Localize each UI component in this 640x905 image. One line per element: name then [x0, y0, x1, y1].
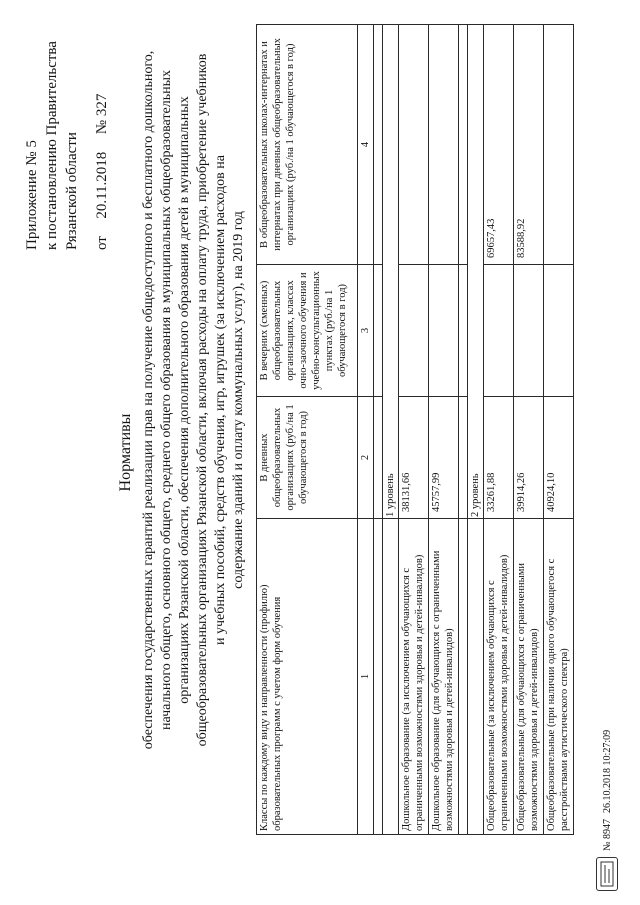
column-number: 3 [358, 265, 374, 397]
header-boarding-schools: В общеобразовательных школах-интернатах и интернатах при дневных общеобразовательных организациях (руб./на 1 обучающегося в год) [257, 25, 358, 265]
value-day: 33261,88 [484, 397, 514, 519]
row-name: Общеобразовательные (за исключением обучающихся с ограниченными возможностями здоровья и детей-инвалидов) [484, 519, 514, 835]
row-name: Дошкольное образование (за исключением обучающихся с ограниченными возможностями здоровья и детей-инвалидов) [399, 519, 429, 835]
subtitle-line: содержание зданий и оплату коммунальных услуг), на 2019 год [231, 211, 246, 589]
value-boarding [429, 25, 459, 265]
level-1-label: 1 уровень [385, 473, 396, 517]
spacer-row [374, 25, 383, 835]
subtitle-line: общеобразовательных организациях Рязанской области, включая расходы на оплату труда, приобретение учебников [195, 53, 210, 747]
subtitle-line: начального общего, основного общего, среднего общего образования в муниципальных общеобразовательных [159, 70, 174, 730]
document-title: Нормативы [117, 413, 134, 492]
row-name: Дошкольное образование (для обучающихся с ограниченными возможностями здоровья и детей-инвалидов) [429, 519, 459, 835]
subtitle-line: организациях Рязанской области, обеспечения дополнительного образования детей в муниципальных [177, 96, 192, 704]
level-2-row [468, 25, 484, 835]
value-evening [484, 265, 514, 397]
column-number: 1 [358, 519, 374, 835]
registry-stamp-icon [596, 857, 618, 891]
row-name: Общеобразовательные (для обучающихся с ограниченными возможностями здоровья и детей-инвалидов) [514, 519, 544, 835]
table-row [544, 25, 574, 835]
value-boarding: 69657,43 [484, 25, 514, 265]
appendix-date: 20.11.2018 [94, 151, 110, 219]
value-day: 39914,26 [514, 397, 544, 519]
value-boarding [544, 25, 574, 265]
header-evening-schools: В вечерних (сменных) общеобразовательных организациях, классах очно-заочного обучения и учебно-консультационных пунктах (руб./на 1 обучающегося в год) [257, 265, 358, 397]
spacer-row [459, 25, 468, 835]
table-row [514, 25, 544, 835]
value-day: 40924,10 [544, 397, 574, 519]
appendix-date-prefix: от [94, 236, 110, 250]
doc-number: № 8947 [601, 818, 613, 851]
appendix-number: № 327 [94, 93, 110, 135]
appendix-line-2: к постановлению Правительства [44, 41, 60, 250]
value-boarding [399, 25, 429, 265]
value-evening [544, 265, 574, 397]
column-number-row [358, 25, 374, 835]
table-row [399, 25, 429, 835]
footer-stamp [596, 730, 618, 891]
column-number: 4 [358, 25, 374, 265]
document-subtitle [140, 25, 248, 775]
appendix-line-3: Рязанской области [64, 132, 80, 250]
appendix-line-1: Приложение № 5 [24, 140, 40, 250]
column-number: 2 [358, 397, 374, 519]
table-row [484, 25, 514, 835]
table-header-row [257, 25, 358, 835]
value-boarding: 83588,92 [514, 25, 544, 265]
value-day: 38131,66 [399, 397, 429, 519]
header-day-schools: В дневных общеобразовательных организациях (руб./на 1 обучающегося в год) [257, 397, 358, 519]
header-class-column: Классы по каждому виду и направленности (профилю) образовательных программ с учетом форм обучения [257, 519, 358, 835]
value-day: 45757,99 [429, 397, 459, 519]
appendix-block [22, 15, 112, 250]
table-row [429, 25, 459, 835]
value-evening [429, 265, 459, 397]
level-2-label: 2 уровень [470, 473, 481, 517]
value-evening [399, 265, 429, 397]
row-name: Общеобразовательные (при наличии одного обучающегося с расстройствами аутистического спектра) [544, 519, 574, 835]
value-evening [514, 265, 544, 397]
norms-table [256, 24, 574, 835]
subtitle-line: и учебных пособий, средств обучения, игр, игрушек (за исключением расходов на [213, 155, 228, 645]
level-1-row [383, 25, 399, 835]
doc-timestamp: 26.10.2018 10:27:09 [601, 729, 613, 813]
appendix-date-line [92, 15, 112, 250]
subtitle-line: обеспечения государственных гарантий реализации прав на получение общедоступного и бесплатного дошкольного, [141, 50, 156, 750]
